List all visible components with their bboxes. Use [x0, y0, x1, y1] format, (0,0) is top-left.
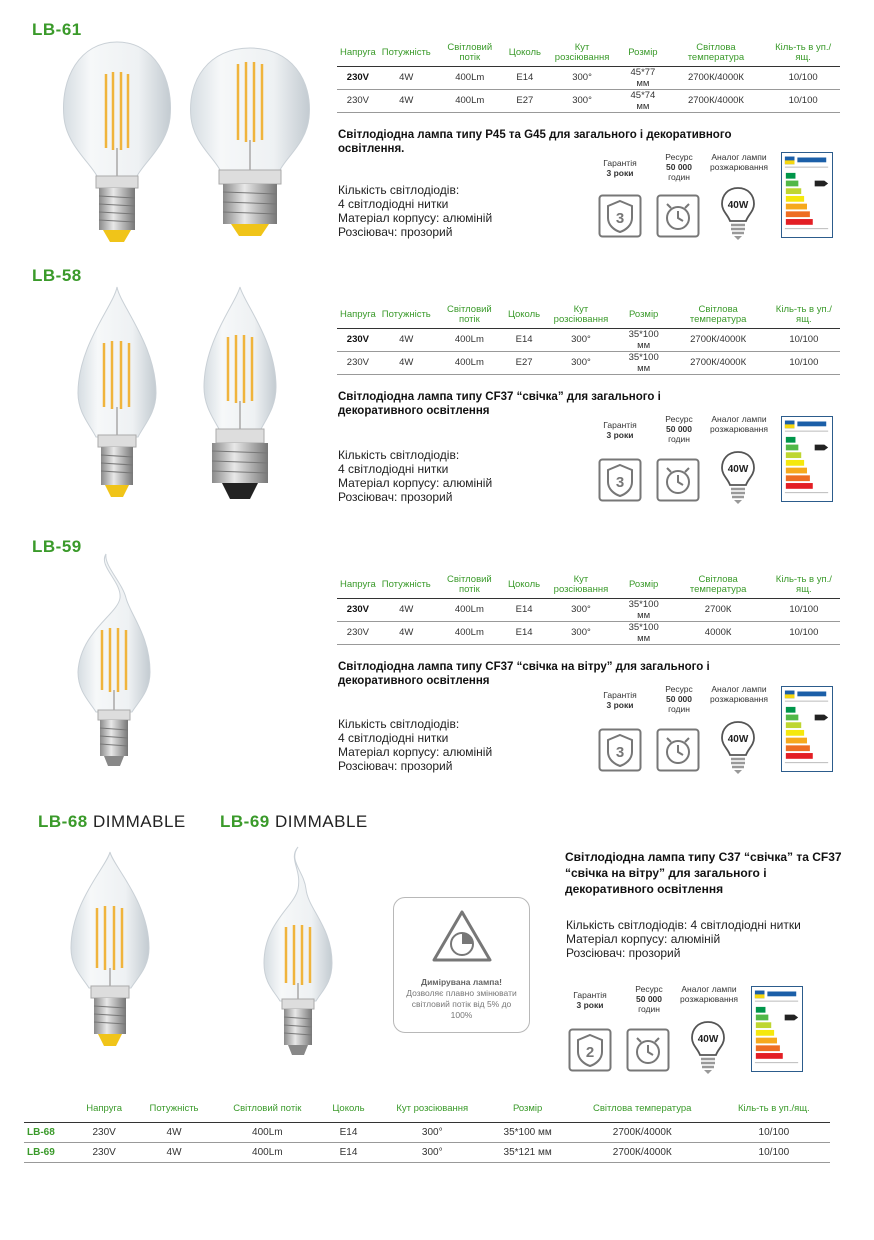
- resource-unit: годин: [638, 1004, 660, 1014]
- spec-table-lb58: [337, 302, 840, 375]
- bulb-c37-e14-image: [74, 285, 160, 507]
- table-row: [24, 1122, 830, 1142]
- cell: E14: [505, 328, 543, 351]
- resource-label: Ресурс: [665, 414, 693, 424]
- cell: 45*74 мм: [620, 89, 666, 112]
- model-code: LB-68: [38, 812, 88, 831]
- lamp-40w-icon: [720, 186, 756, 242]
- cell: 400Lm: [214, 1142, 321, 1162]
- clock-icon: [656, 728, 700, 772]
- analog-value: 40W: [727, 464, 749, 475]
- model-title-lb61: LB-61: [32, 20, 82, 39]
- desc-line: Розсіювач: прозорий: [338, 490, 453, 504]
- resource-label: Ресурс: [635, 984, 663, 994]
- resource-unit: годин: [668, 172, 690, 182]
- cell: 300°: [543, 351, 619, 374]
- bulb-g45-e27-image: [185, 44, 315, 240]
- dimmable-text: Дозволяє плавно змінювати світловий потік від 5% до 100%: [406, 988, 517, 1020]
- cell: 230V: [337, 89, 379, 112]
- cell: 35*100 мм: [619, 598, 669, 621]
- desc-line: Матеріал корпусу: алюміній: [566, 932, 721, 946]
- bulb-lb69-image: [258, 845, 338, 1070]
- col-header: Світловий потік: [434, 40, 506, 66]
- col-header: Розмір: [619, 302, 669, 328]
- warranty-caption: [592, 690, 648, 710]
- cell: 400Lm: [434, 351, 505, 374]
- analog-value: 40W: [727, 734, 749, 745]
- feature-icons-lb6869: [560, 982, 805, 1077]
- analog-caption: Аналог лампи розжарювання: [680, 984, 738, 1004]
- cell: 45*77 мм: [620, 66, 666, 89]
- col-header: Напруга: [337, 572, 379, 598]
- resource-unit: годин: [668, 704, 690, 714]
- col-header: Напруга: [74, 1096, 134, 1122]
- cell: 300°: [376, 1142, 488, 1162]
- cell: 10/100: [718, 1122, 830, 1142]
- warranty-digit: 3: [615, 474, 625, 491]
- spec-table-lb59: [337, 572, 840, 645]
- warranty-years: 3 роки: [606, 168, 634, 178]
- desc-line: Розсіювач: прозорий: [338, 225, 453, 239]
- cell: 4W: [379, 598, 434, 621]
- cell: 300°: [543, 598, 619, 621]
- col-header: Світловий потік: [214, 1096, 321, 1122]
- warranty-years: 3 роки: [606, 430, 634, 440]
- bulb-lb68-image: [65, 850, 155, 1050]
- cell: 400Lm: [434, 621, 505, 644]
- resource-value: 50 000: [666, 162, 692, 172]
- col-header: Кут розсіювання: [543, 572, 619, 598]
- cell: 10/100: [766, 89, 840, 112]
- description-title-lb58: Світлодіодна лампа типу CF37 “свічка” для загального і декоративного освітлення: [338, 391, 661, 417]
- desc-line: Розсіювач: прозорий: [338, 759, 453, 773]
- resource-value: 50 000: [636, 994, 662, 1004]
- spec-table-lb61: [337, 40, 840, 113]
- warranty-shield-icon: [598, 458, 642, 502]
- spec-table-lb6869: [24, 1096, 830, 1163]
- table-row: [337, 351, 840, 374]
- col-header: Розмір: [619, 572, 669, 598]
- feature-icons-lb59: [590, 682, 835, 777]
- warranty-shield-icon: [568, 1028, 612, 1072]
- table-row: [337, 328, 840, 351]
- cell: 400Lm: [434, 598, 505, 621]
- cell: 35*100 мм: [488, 1122, 566, 1142]
- desc-line: 4 світлодіодні нитки: [338, 462, 449, 476]
- clock-icon: [656, 458, 700, 502]
- cell: E27: [505, 351, 543, 374]
- energy-label-icon: [751, 986, 803, 1072]
- description-lb59: [338, 717, 578, 773]
- warranty-caption: [592, 420, 648, 440]
- desc-line: Матеріал корпусу: алюміній: [338, 476, 493, 490]
- desc-line: 4 світлодіодні нитки: [338, 197, 449, 211]
- warranty-digit: 2: [585, 1044, 595, 1061]
- warranty-label: Гарантія: [603, 420, 637, 430]
- col-header: Цоколь: [321, 1096, 376, 1122]
- desc-line: Розсіювач: прозорий: [566, 946, 681, 960]
- col-header: Світлова температура: [666, 40, 767, 66]
- cell: 10/100: [768, 598, 840, 621]
- description-title-lb6869: Світлодіодна лампа типу C37 “свічка” та CF37 “свічка на вітру” для загального і декоративного освітлення: [565, 850, 842, 896]
- cell: 2700К/4000К: [669, 328, 768, 351]
- lamp-40w-icon: [720, 450, 756, 506]
- col-header: Кіль-ть в уп./ящ.: [766, 40, 840, 66]
- cell: 400Lm: [434, 66, 506, 89]
- resource-label: Ресурс: [665, 684, 693, 694]
- col-header: Кіль-ть в уп./ящ.: [768, 302, 840, 328]
- col-header: Світловий потік: [434, 572, 505, 598]
- resource-caption: [652, 152, 706, 182]
- dimmable-info-box: [393, 897, 530, 1033]
- cell: 2700К/4000К: [669, 351, 768, 374]
- table-row: [337, 598, 840, 621]
- resource-unit: годин: [668, 434, 690, 444]
- energy-label-icon: [781, 416, 833, 502]
- warranty-label: Гарантія: [573, 990, 607, 1000]
- analog-caption: Аналог лампи розжарювання: [710, 684, 768, 704]
- resource-label: Ресурс: [665, 152, 693, 162]
- description-title-lb61: Світлодіодна лампа типу P45 та G45 для загального і декоративного освітлення.: [338, 129, 732, 155]
- warranty-digit: 3: [615, 210, 625, 227]
- analog-value: 40W: [727, 200, 749, 211]
- col-header: Світлова температура: [567, 1096, 718, 1122]
- cell: 2700К/4000К: [567, 1142, 718, 1162]
- warranty-shield-icon: [598, 728, 642, 772]
- cell: 230V: [337, 328, 379, 351]
- clock-icon: [656, 194, 700, 238]
- desc-line: Кількість світлодіодів: 4 світлодіодні нитки: [566, 918, 801, 932]
- cell: E14: [505, 598, 543, 621]
- col-header: Світловий потік: [434, 302, 505, 328]
- energy-label-icon: [781, 152, 833, 238]
- dimmer-icon: [430, 908, 494, 966]
- cell: LB-69: [24, 1142, 74, 1162]
- cell: 2700К/4000К: [666, 66, 767, 89]
- cell: 4W: [134, 1122, 213, 1142]
- warranty-caption: [592, 158, 648, 178]
- bulb-g45-e14-image: [58, 38, 176, 248]
- warranty-years: 3 роки: [606, 700, 634, 710]
- cell: 300°: [543, 328, 619, 351]
- description-lb61: [338, 183, 578, 239]
- col-header: Розмір: [488, 1096, 566, 1122]
- description-lb58: [338, 448, 578, 504]
- col-header: Кіль-ть в уп./ящ.: [768, 572, 840, 598]
- lamp-40w-icon: [690, 1020, 726, 1076]
- cell: 4000К: [669, 621, 768, 644]
- feature-icons-lb61: [590, 150, 835, 245]
- model-title-lb69: [220, 812, 368, 832]
- cell: 35*100 мм: [619, 328, 669, 351]
- cell: 300°: [376, 1122, 488, 1142]
- cell: 4W: [379, 621, 434, 644]
- desc-line: Кількість світлодіодів:: [338, 717, 460, 731]
- cell: LB-68: [24, 1122, 74, 1142]
- cell: 10/100: [768, 328, 840, 351]
- analog-caption: Аналог лампи розжарювання: [710, 414, 768, 434]
- cell: E14: [321, 1142, 376, 1162]
- cell: 2700К/4000К: [666, 89, 767, 112]
- energy-label-icon: [781, 686, 833, 772]
- cell: 10/100: [768, 351, 840, 374]
- cell: 2700К: [669, 598, 768, 621]
- col-header: Світлова температура: [669, 302, 768, 328]
- cell: 10/100: [768, 621, 840, 644]
- description-lb6869: [566, 918, 856, 960]
- warranty-shield-icon: [598, 194, 642, 238]
- cell: 300°: [543, 621, 619, 644]
- table-row: [337, 621, 840, 644]
- clock-icon: [626, 1028, 670, 1072]
- cell: 400Lm: [434, 89, 506, 112]
- cell: 4W: [379, 89, 434, 112]
- cell: 4W: [379, 66, 434, 89]
- warranty-label: Гарантія: [603, 690, 637, 700]
- col-header: Потужність: [379, 40, 434, 66]
- model-title-lb68: [38, 812, 186, 832]
- cell: 230V: [74, 1122, 134, 1142]
- cell: E27: [506, 89, 544, 112]
- cell: 35*100 мм: [619, 351, 669, 374]
- col-header: Кут розсіювання: [543, 302, 619, 328]
- cell: 4W: [379, 328, 434, 351]
- cell: 300°: [544, 66, 620, 89]
- resource-caption: [622, 984, 676, 1014]
- col-header: Напруга: [337, 302, 379, 328]
- col-header: Цоколь: [506, 40, 544, 66]
- col-header: Кут розсіювання: [376, 1096, 488, 1122]
- cell: 10/100: [718, 1142, 830, 1162]
- warranty-digit: 3: [615, 744, 625, 761]
- desc-line: Кількість світлодіодів:: [338, 448, 460, 462]
- resource-value: 50 000: [666, 694, 692, 704]
- cell: 400Lm: [214, 1122, 321, 1142]
- bulb-c37-e27-image: [200, 285, 280, 507]
- col-header: Потужність: [379, 572, 434, 598]
- col-header: [24, 1096, 74, 1122]
- desc-line: Матеріал корпусу: алюміній: [338, 211, 493, 225]
- table-row: [337, 66, 840, 89]
- dimmable-label: DIMMABLE: [274, 812, 368, 831]
- dimmable-label: DIMMABLE: [92, 812, 186, 831]
- table-row: [337, 89, 840, 112]
- cell: 2700К/4000К: [567, 1122, 718, 1142]
- col-header: Світлова температура: [669, 572, 768, 598]
- col-header: Напруга: [337, 40, 379, 66]
- warranty-caption: [562, 990, 618, 1010]
- cell: E14: [506, 66, 544, 89]
- resource-caption: [652, 684, 706, 714]
- analog-caption: Аналог лампи розжарювання: [710, 152, 768, 172]
- cell: 300°: [544, 89, 620, 112]
- lamp-40w-icon: [720, 720, 756, 776]
- desc-line: 4 світлодіодні нитки: [338, 731, 449, 745]
- cell: 10/100: [766, 66, 840, 89]
- cell: 230V: [337, 621, 379, 644]
- model-title-lb59: LB-59: [32, 537, 82, 556]
- table-row: [24, 1142, 830, 1162]
- cell: 230V: [74, 1142, 134, 1162]
- desc-line: Кількість світлодіодів:: [338, 183, 460, 197]
- col-header: Кіль-ть в уп./ящ.: [718, 1096, 830, 1122]
- resource-caption: [652, 414, 706, 444]
- cell: 35*100 мм: [619, 621, 669, 644]
- col-header: Кут розсіювання: [544, 40, 620, 66]
- cell: 4W: [134, 1142, 213, 1162]
- cell: E14: [505, 621, 543, 644]
- col-header: Потужність: [379, 302, 434, 328]
- cell: 400Lm: [434, 328, 505, 351]
- cell: 4W: [379, 351, 434, 374]
- cell: E14: [321, 1122, 376, 1142]
- dimmable-title: Димірувана лампа!: [421, 977, 502, 987]
- feature-icons-lb58: [590, 412, 835, 507]
- col-header: Розмір: [620, 40, 666, 66]
- warranty-years: 3 роки: [576, 1000, 604, 1010]
- cell: 230V: [337, 351, 379, 374]
- warranty-label: Гарантія: [603, 158, 637, 168]
- cell: 230V: [337, 598, 379, 621]
- analog-value: 40W: [697, 1034, 719, 1045]
- col-header: Цоколь: [505, 302, 543, 328]
- resource-value: 50 000: [666, 424, 692, 434]
- bulb-cf37-e14-image: [70, 552, 160, 774]
- col-header: Потужність: [134, 1096, 213, 1122]
- col-header: Цоколь: [505, 572, 543, 598]
- desc-line: Матеріал корпусу: алюміній: [338, 745, 493, 759]
- model-code: LB-69: [220, 812, 270, 831]
- cell: 230V: [337, 66, 379, 89]
- model-title-lb58: LB-58: [32, 266, 82, 285]
- description-title-lb59: Світлодіодна лампа типу CF37 “свічка на вітру” для загального і декоративного освітлення: [338, 661, 710, 687]
- cell: 35*121 мм: [488, 1142, 566, 1162]
